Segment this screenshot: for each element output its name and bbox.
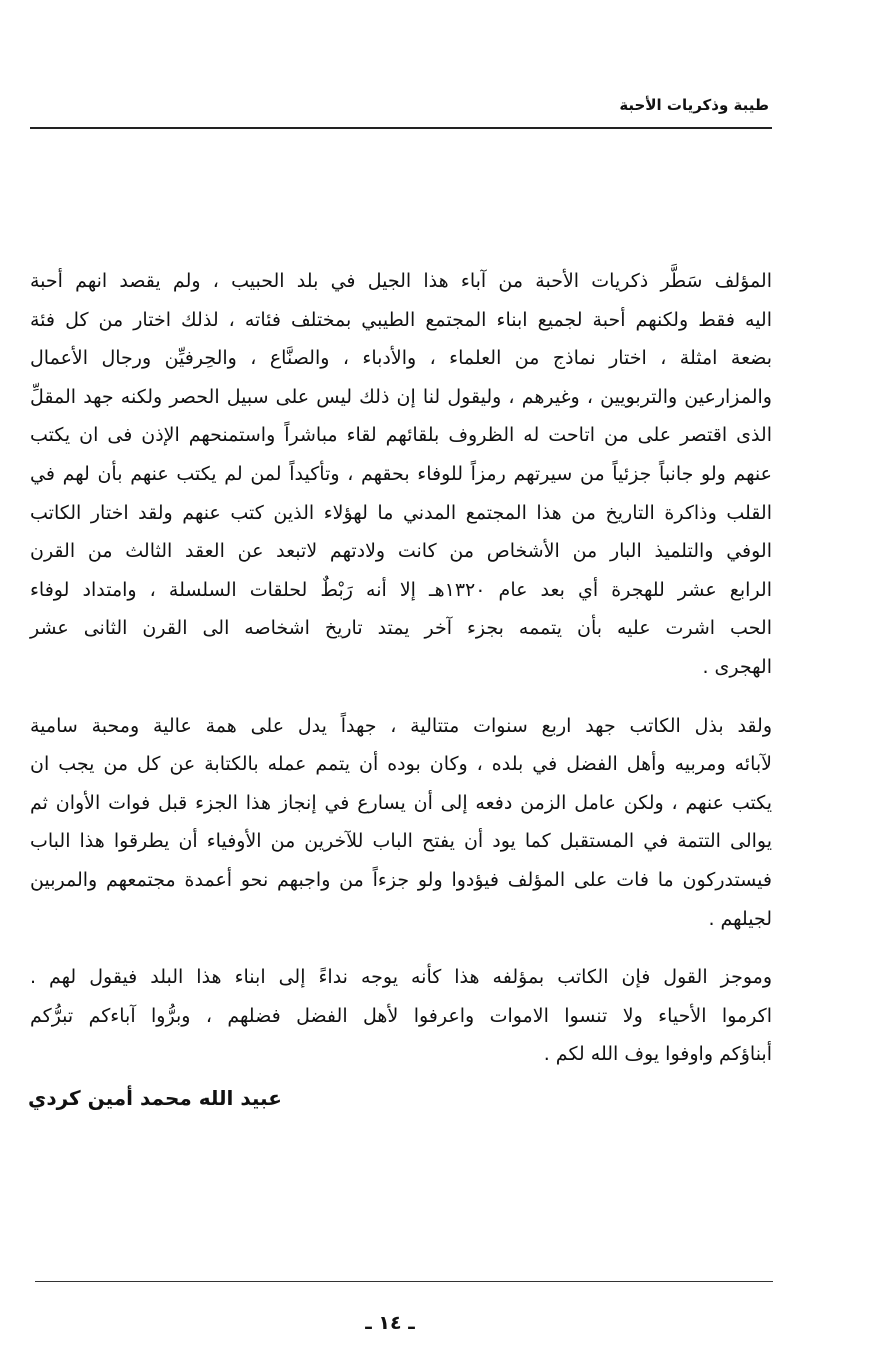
header-rule <box>30 127 772 129</box>
text-line: الهجرى . <box>702 655 772 678</box>
text-line: بضعة امثلة ، اختار نماذج من العلماء ، والأدباء ، والصنَّاع ، والحِرفيِّن ورجال الأعمال <box>30 347 772 370</box>
paragraph-2 <box>30 707 772 939</box>
text-line: عنهم ولو جانباً جزئياً من سيرتهم رمزاً للوفاء بحقهم ، وتأكيداً لمن لم يكتب عنهم بأن لهم في <box>30 462 772 485</box>
running-header: طيبة وذكريات الأحبة <box>619 96 769 114</box>
text-line: اكرموا الأحياء ولا تنسوا الاموات واعرفوا لأهل الفضل فضلهم ، وبرُّوا آباءكم تبرُّكم <box>30 1004 772 1027</box>
text-line: القلب وذاكرة التاريخ من هذا المجتمع المدني ما لهؤلاء الذين كتب عنهم ولقد اختار الكاتب <box>30 501 772 524</box>
page-number: ـ ١٤ ـ <box>365 1312 415 1334</box>
text-line: لجيلهم . <box>708 907 772 930</box>
footer-rule <box>35 1281 773 1282</box>
text-line: ولقد بذل الكاتب جهد اربع سنوات متتالية ، جهداً يدل على همة عالية ومحبة سامية <box>30 714 772 737</box>
text-line: الوفي والتلميذ البار من الأشخاص من كانت ولادتهم لاتبعد عن العقد الثالث من القرن <box>30 540 772 563</box>
text-line: اليه فقط ولكنهم أحبة لجميع ابناء المجتمع الطيبي بمختلف فئاته ، لذلك اختار من كل فئة <box>30 308 772 331</box>
text-line: الذى اقتصر على من اتاحت له الظروف بلقائهم لقاء مباشراً واستمنحهم الإذن فى ان يكتب <box>30 424 772 447</box>
text-line: والمزارعين والتربويين ، وغيرهم ، وليقول لنا إن ذلك ليس على سبيل الحصر ولكنه جهد المقلِّ <box>30 385 772 408</box>
body-text <box>30 262 772 1074</box>
text-line: لآبائه ومربيه وأهل الفضل في بلده ، وكان بوده أن يتمم عمله بالكتابة عن كل من يجب ان <box>30 753 772 776</box>
paragraph-1 <box>30 262 772 687</box>
text-line: يكتب عنهم ، ولكن عامل الزمن دفعه إلى أن يسارع في إنجاز هذا الجزء قبل فوات الأوان ثم <box>30 791 772 814</box>
text-line: الرابع عشر للهجرة أي بعد عام ١٣٢٠هـ إلا أنه رَبْطٌ لحلقات السلسلة ، وامتداد لوفاء <box>30 578 772 601</box>
text-line: أبناؤكم واوفوا يوف الله لكم . <box>543 1043 772 1066</box>
text-line: وموجز القول فإن الكاتب بمؤلفه هذا كأنه يوجه نداءً إلى ابناء هذا البلد فيقول لهم . <box>30 966 772 989</box>
author-signature: عبيد الله محمد أمين كردي <box>28 1086 282 1110</box>
text-line: يوالى التتمة في المستقبل كما يود أن يفتح الباب للآخرين من الأوفياء أن يطرقوا هذا الباب <box>30 830 772 853</box>
text-line: الحب اشرت عليه بأن يتممه بجزء آخر يمتد تاريخ اشخاصه الى القرن الثانى عشر <box>30 617 772 640</box>
text-line: المؤلف سَطَّر ذكريات الأحبة من آباء هذا الجيل في بلد الحبيب ، ولم يقصد انهم أحبة <box>30 270 772 292</box>
text-line: فيستدركون ما فات على المؤلف فيؤدوا ولو جزءاً من واجبهم نحو أعمدة مجتمعهم والمربين <box>30 868 772 891</box>
paragraph-3 <box>30 958 772 1074</box>
